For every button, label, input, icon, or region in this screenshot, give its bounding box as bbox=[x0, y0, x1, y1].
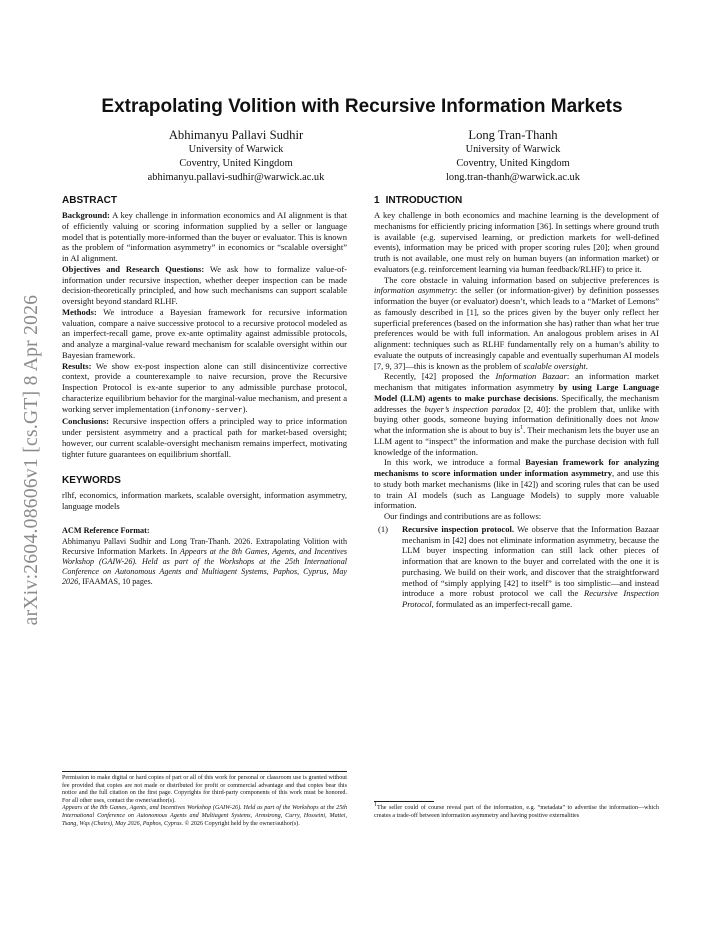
paper-title: Extrapolating Volition with Recursive Information Markets bbox=[101, 96, 623, 117]
text-run: [2, 40]: the problem that, unlike with buying other goods, someone buying information definitionally does not bbox=[374, 403, 659, 425]
list-number: (1) bbox=[378, 523, 388, 534]
emphasis: scalable oversight bbox=[523, 360, 586, 371]
emphasis: know bbox=[640, 414, 659, 425]
section-number: 1 bbox=[374, 195, 380, 206]
intro-paragraph-3 bbox=[374, 371, 659, 457]
emphasis: information asymmetry bbox=[374, 285, 455, 296]
permission-copyright: © 2026 Copyright held by the owner/author(s). bbox=[183, 820, 300, 827]
intro-paragraph-4 bbox=[374, 457, 659, 511]
author-affiliation: University of Warwick bbox=[188, 144, 284, 155]
abstract-text: A key challenge in information economics and AI alignment is that of efficiently valuing or scoring information supplied by a seller or language model that is potentially more-informed than the buyer or evaluator. This is known as the problem of “information asymmetry” in economics or “scalable oversight” in AI alignment. bbox=[62, 210, 347, 263]
permission-rule bbox=[62, 771, 347, 772]
intro-paragraph-1: A key challenge in both economics and machine learning is the development of mechanisms for efficiently pricing information [36]. In settings where ground truth is available (e.g. supervised learning, or prediction markets for well-defined events), information may be priced with proper scoring rules [20]; when ground truth is not available, one must rely on human buyers (an information market) or evaluators (e.g. reinforcement learning via human feedback/RLHF) to price it. bbox=[374, 210, 659, 274]
keywords-text: rlhf, economics, information markets, scalable oversight, information asymmetry, language models bbox=[62, 490, 347, 511]
footnote bbox=[374, 802, 659, 820]
list-item bbox=[374, 524, 659, 610]
acm-ref-tail: , IFAAMAS, 10 pages. bbox=[78, 577, 153, 587]
text-run: : the seller (or information-giver) by definition possesses information the buyer (or evaluator) doesn’t, which leads to a “Market of Lemons” as famously described in [1], so the prices given by the buyer only reflect her superficial preferences (based on the information she has) rather than what her true preferences would be with full information. An analogous problem arises in AI alignment: techniques such as RLHF fundamentally rely on a human’s ability to evaluate the outputs of increasingly capable and eventually superhuman AI models [7, 9, 37]—this is known as the problem of bbox=[374, 285, 659, 371]
author-location: Coventry, United Kingdom bbox=[456, 157, 570, 169]
acm-ref-venue: Appears at the 8th Games, Agents, and Incentives Workshop (GAIW-26). Held as part of the Workshops at the 25th International Conference on Autonomous Agents and Multiagent Systems, Paphos, Cyprus, May 2026 bbox=[62, 546, 347, 587]
text-run: : an information market mechanism that mitigates information asymmetry bbox=[374, 371, 659, 392]
abstract-label: Objectives and Research Questions: bbox=[62, 263, 205, 274]
contributions-list bbox=[374, 524, 659, 610]
abstract-text: We introduce a Bayesian framework for recursive information valuation, compare a naive successive protocol to a recursive protocol modeled as an imperfect-recall game, prove ex-ante optimality against admissible protocols, and analyze a marginal-value reward mechanism for scalable oversight within our Bayesian framework. bbox=[62, 306, 347, 360]
author-name: Abhimanyu Pallavi Sudhir bbox=[168, 128, 304, 142]
abstract-label: Background: bbox=[62, 210, 110, 220]
abstract-results bbox=[62, 361, 347, 417]
footnote-mark: 1 bbox=[374, 802, 377, 808]
text-run: We observe that the Information Bazaar mechanism in [42] does not eliminate information asymmetry, because the LLM buyer inspecting information can still lack other pieces of information that are known to the buyer and correlated with the one it is purchasing. We build on their work, and discover that the straightforward method of “simply applying [42] to itself” is too simplistic—and instead introduce a more robust protocol we call the bbox=[402, 523, 659, 599]
text-run: what the information she is about to buy is bbox=[374, 425, 521, 435]
text-run: . bbox=[585, 360, 588, 371]
permission-venue: Appears at the 8th Games, Agents, and Incentives Workshop (GAIW-26). Held as part of the Workshops at the 25th International Conference on Autonomous Agents and Multiagent Systems, Armstrong, Curry, Hosseini, Mattei, Tsang, Wąs (Chairs), May 2026, Paphos, Cyprus. bbox=[62, 805, 347, 827]
footnote-rule bbox=[374, 801, 434, 802]
abstract-label: Methods: bbox=[62, 306, 97, 317]
abstract-background bbox=[62, 210, 347, 264]
strong-text: Bayesian framework for analyzing mechanisms to score information under information asymmetry bbox=[374, 457, 659, 478]
section-title: INTRODUCTION bbox=[385, 195, 463, 206]
author-affiliation: University of Warwick bbox=[465, 144, 561, 155]
arxiv-stamp-text: arXiv:2604.08606v1 [cs.GT] 8 Apr 2026 bbox=[21, 294, 42, 626]
footnote-text: The seller could of course reveal part of the information, e.g. “metadata” to advertise the information—which creates a trade-off between information asymmetry and having positive externalities bbox=[374, 805, 659, 819]
acm-ref-text bbox=[62, 537, 347, 588]
acm-ref-heading: ACM Reference Format: bbox=[62, 525, 150, 535]
text-run: , formulated as an imperfect-recall game. bbox=[431, 599, 573, 609]
abstract-objectives bbox=[62, 264, 347, 307]
right-column bbox=[374, 195, 659, 618]
emphasis: buyer’s inspection paradox bbox=[424, 403, 521, 414]
text-run: Recently, [42] proposed the bbox=[384, 371, 496, 382]
abstract-text: ). bbox=[242, 403, 248, 414]
strong-text: by using Large Language Model (LLM) agents to make purchase decisions bbox=[374, 382, 659, 403]
abstract-label: Conclusions: bbox=[62, 416, 110, 427]
text-run: . Their mechanism lets the buyer use an LLM agent to “inspect” the information and make the purchase decision with full knowledge of the information. bbox=[374, 425, 659, 457]
permission-block bbox=[62, 775, 347, 828]
intro-paragraph-2 bbox=[374, 275, 659, 372]
abstract-text: We show ex-post inspection alone can still disincentivize corrective context, provide a counterexample to naive recursion, prove the Recursive Inspection Protocol is ex-ante superior to any admissible purchase protocol, characterize equilibrium behavior for the marginal-value mechanism, and present a working server implementation ( bbox=[62, 360, 348, 414]
author-email[interactable]: abhimanyu.pallavi-sudhir@warwick.ac.uk bbox=[147, 171, 325, 183]
abstract-text: We ask how to formalize value-of-information under recursive inspection, whether deeper inspection can be made decision-theoretically principled, and how such mechanisms can support scalable oversight beyond standard RLHF. bbox=[62, 263, 348, 306]
abstract-conclusions bbox=[62, 416, 347, 459]
author-location: Coventry, United Kingdom bbox=[179, 157, 293, 169]
text-run: In this work, we introduce a formal bbox=[384, 457, 526, 468]
author-name: Long Tran-Thanh bbox=[468, 128, 558, 142]
emphasis: Recursive Inspection Protocol bbox=[402, 588, 660, 609]
text-run: , and use this to study both market mechanisms (like in [42]) and scoring rules that can be used to train AI models (such as Language Models) to supply more valuable information. bbox=[374, 468, 659, 511]
text-run: . Specifically, the mechanism addresses the bbox=[374, 392, 659, 414]
arxiv-stamp bbox=[14, 260, 50, 660]
author-email[interactable]: long.tran-thanh@warwick.ac.uk bbox=[446, 171, 580, 183]
intro-heading bbox=[374, 195, 659, 207]
abstract-methods bbox=[62, 307, 347, 361]
author-block-1 bbox=[86, 128, 386, 184]
strong-text: Recursive inspection protocol. bbox=[402, 523, 515, 534]
code-name: infonomy-server bbox=[174, 406, 243, 415]
intro-paragraph-5: Our findings and contributions are as follows: bbox=[384, 511, 542, 521]
keywords-heading: KEYWORDS bbox=[62, 475, 121, 487]
abstract-text: Recursive inspection offers a principled way to price information under persistent asymmetry and a practical path for market-based oversight; however, our current scalable-oversight mechanism remains imperfect, motivating tighter future guarantees on equilibrium shortfall. bbox=[62, 416, 347, 459]
emphasis: Information Bazaar bbox=[495, 371, 567, 382]
acm-ref-authors: Abhimanyu Pallavi Sudhir and Long Tran-Thanh. 2026. Extrapolating Volition with Recursive Information Markets. In bbox=[62, 536, 347, 556]
footnote-marker[interactable]: 1 bbox=[520, 425, 524, 432]
permission-text: Permission to make digital or hard copies of part or all of this work for personal or classroom use is granted without fee provided that copies are not made or distributed for profit or commercial advantage and that copies bear this notice and the full citation on the first page. Copyrights for third-party components of this work must be honored. For all other uses, contact the owner/author(s). bbox=[62, 775, 347, 804]
abstract-heading: ABSTRACT bbox=[62, 195, 117, 206]
left-column bbox=[62, 195, 347, 588]
abstract-label: Results: bbox=[62, 360, 92, 371]
text-run: The core obstacle in valuing information based on subjective preferences is bbox=[384, 274, 659, 285]
author-block-2 bbox=[363, 128, 663, 184]
